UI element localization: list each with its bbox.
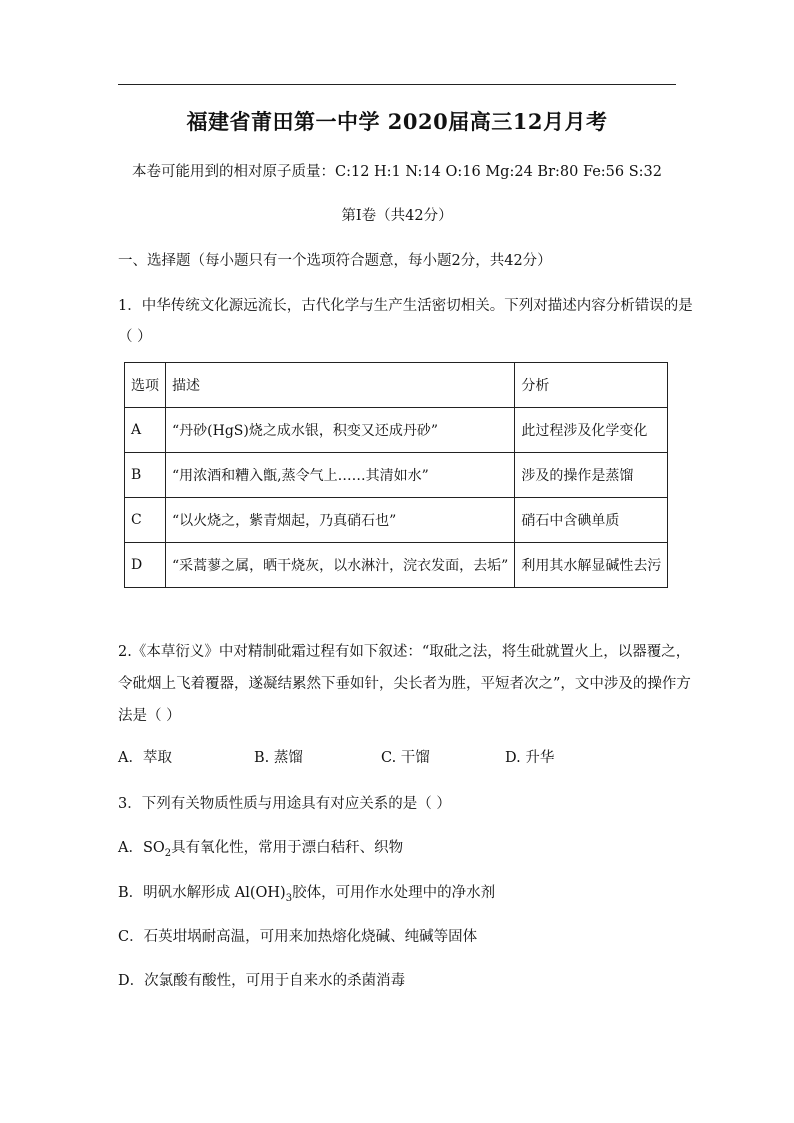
subscript: 2 — [164, 847, 172, 859]
table-header-cell: 描述 — [166, 363, 515, 408]
table-cell: D — [125, 543, 166, 588]
atomic-mass-line: 本卷可能用到的相对原子质量：C:12 H:1 N:14 O:16 Mg:24 Br:80 Fe:56 S:32 — [131, 164, 663, 180]
option-a-text: A．SO — [118, 840, 165, 856]
option-b: B. 蒸馏 — [254, 750, 303, 766]
question-3-option-a — [118, 836, 403, 859]
question-1-blank: （ ） — [118, 329, 152, 345]
option-a-text-rest: 具有氧化性，常用于漂白秸秆、织物 — [171, 840, 404, 856]
table-cell: “以火烧之，紫青烟起，乃真硝石也” — [166, 498, 515, 543]
table-cell: “采蒿蓼之属，晒干烧灰，以水淋汁，浣衣发面，去垢” — [166, 543, 515, 588]
table-row — [125, 498, 668, 543]
table-cell: 此过程涉及化学变化 — [515, 408, 668, 453]
table-cell: C — [125, 498, 166, 543]
part-heading: 一、选择题（每小题只有一个选项符合题意，每小题2分，共42分） — [118, 253, 552, 269]
question-2-line-2: 令砒烟上飞着覆器，遂凝结累然下垂如针，尖长者为胜，平短者次之”，文中涉及的操作方 — [118, 676, 691, 692]
table-cell: 硝石中含碘单质 — [515, 498, 668, 543]
option-c: C. 干馏 — [381, 750, 430, 766]
question-1-table — [124, 362, 668, 588]
question-3-option-b — [118, 881, 495, 904]
table-row — [125, 453, 668, 498]
header-rule — [118, 84, 676, 85]
table-cell: 涉及的操作是蒸馏 — [515, 453, 668, 498]
table-row — [125, 543, 668, 588]
question-2-line-3: 法是（ ） — [118, 708, 181, 724]
option-b-text-rest: 胶体，可用作水处理中的净水剂 — [292, 885, 496, 901]
table-header-cell: 选项 — [125, 363, 166, 408]
table-cell: A — [125, 408, 166, 453]
question-1-stem: 1．中华传统文化源远流长，古代化学与生产生活密切相关。下列对描述内容分析错误的是 — [118, 298, 693, 314]
question-3-option-d: D．次氯酸有酸性，可用于自来水的杀菌消毒 — [118, 973, 406, 989]
table-cell: “丹砂(HgS)烧之成水银，积变又还成丹砂” — [166, 408, 515, 453]
table-header-cell: 分析 — [515, 363, 668, 408]
option-b-text: B．明矾水解形成 Al(OH) — [118, 885, 286, 901]
table-cell: 利用其水解显碱性去污 — [515, 543, 668, 588]
question-2-line-1: 2.《本草衍义》中对精制砒霜过程有如下叙述：“取砒之法，将生砒就置火上，以器覆之， — [118, 644, 691, 660]
subscript: 3 — [285, 892, 293, 904]
option-d: D. 升华 — [505, 750, 555, 766]
section-heading: 第Ⅰ卷（共42分） — [341, 208, 453, 224]
table-header-row — [125, 363, 668, 408]
table-cell: B — [125, 453, 166, 498]
table-row — [125, 408, 668, 453]
table-cell: “用浓酒和糟入甑,蒸令气上……其清如水” — [166, 453, 515, 498]
question-3-stem: 3．下列有关物质性质与用途具有对应关系的是（ ） — [118, 796, 451, 812]
exam-title: 福建省莆田第一中学 2020届高三12月月考 — [186, 109, 608, 134]
option-a: A．萃取 — [118, 750, 172, 766]
question-3-option-c: C．石英坩埚耐高温，可用来加热熔化烧碱、纯碱等固体 — [118, 929, 478, 945]
